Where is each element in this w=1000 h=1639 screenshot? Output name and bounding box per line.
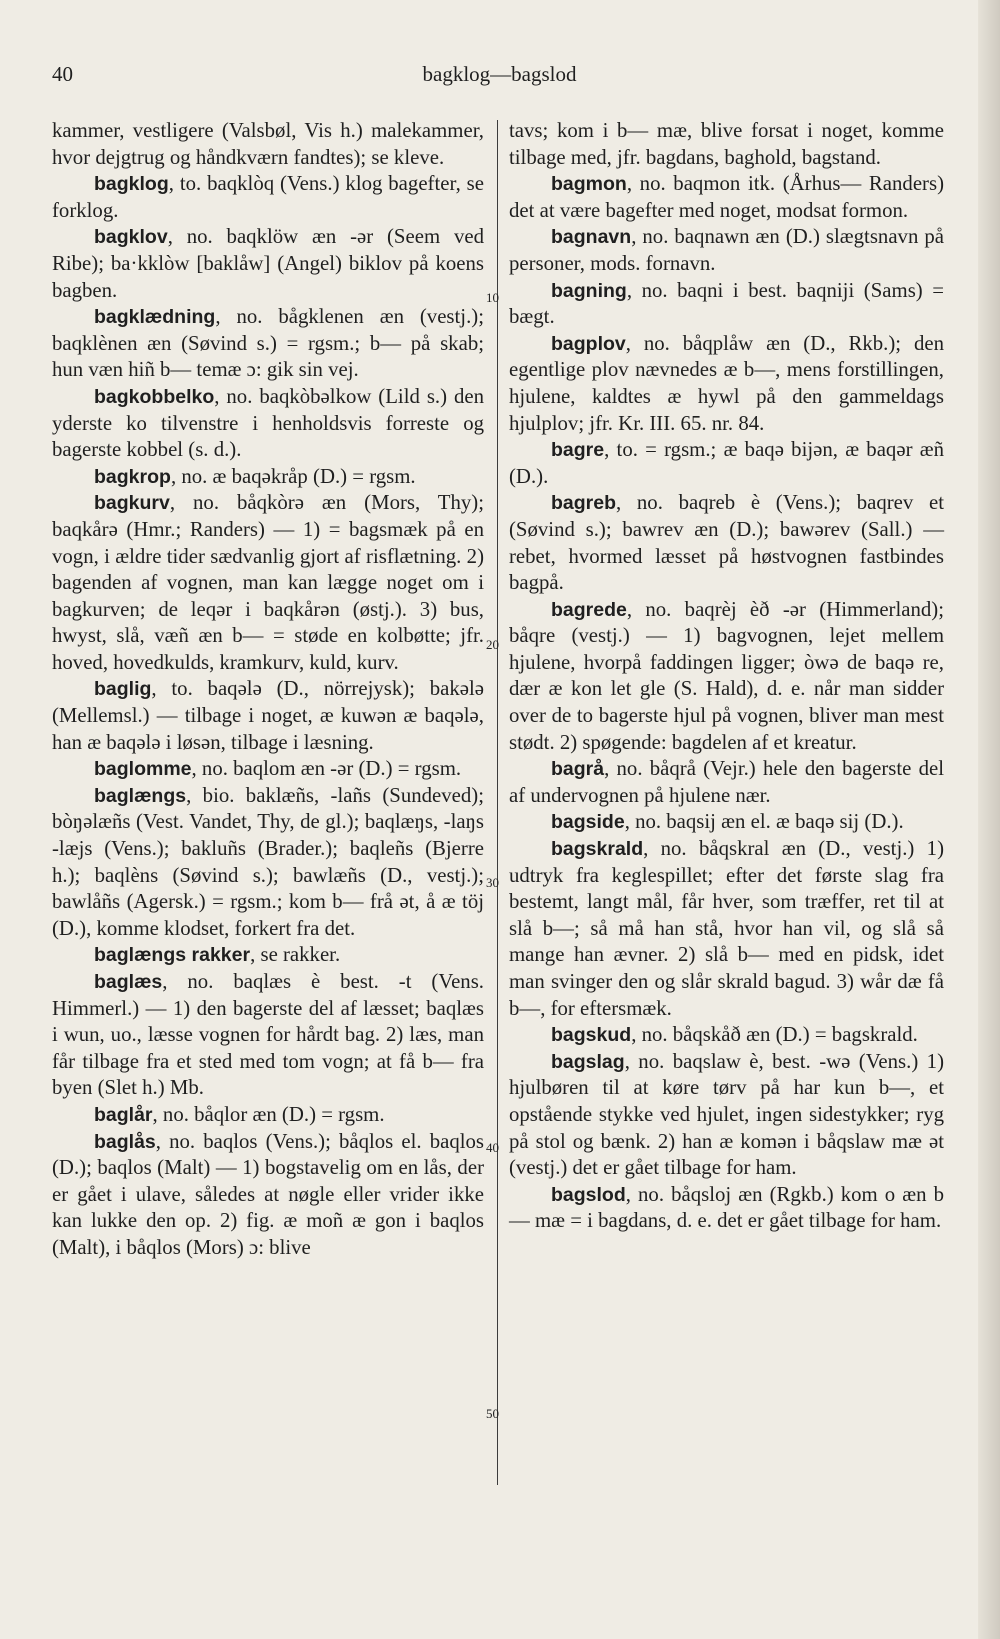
entry-headword: bagre — [551, 439, 605, 462]
entry-text: , no. baqni i best. baqniji (Sams) = bægt. — [509, 278, 944, 329]
entry-text: tavs; kom i b— mæ, blive forsat i noget, komme tilbage med, jfr. bagdans, baghold, bagstand. — [509, 119, 944, 169]
entry-headword: baglæs — [94, 971, 163, 993]
dictionary-entry — [509, 1049, 944, 1182]
dictionary-entry — [509, 1022, 944, 1049]
entry-text: , no. båqplåw æn (D., Rkb.); den egentlige plov nævnedes æ b—, mens forstillingen, hjulene, kaldtes æ hywl på den gammeldags hjulplov; jfr. Kr. III. 65. nr. 84. — [509, 331, 944, 435]
entry-headword: bagskud — [551, 1024, 632, 1047]
dictionary-entry — [52, 490, 484, 676]
dictionary-entry — [52, 942, 484, 969]
entry-headword: bagkrop — [94, 465, 171, 488]
entry-headword: baglængs rakker — [94, 944, 251, 967]
entry-text: , no. båqskåð æn (D.) = bagskrald. — [631, 1023, 918, 1047]
entry-text: , no. baqlom æn -ər (D.) = rgsm. — [191, 757, 462, 781]
entry-text: , no. baqlæs è best. -t (Vens. Himmerl.) — 1) den bagerste del af læsset; baqlæs i wun, uo., læsse vognen for hårdt bag. 2) læs, man får tilbage fra et sted med tom vogn; at få b— fra byen (Slet h.) Mb. — [52, 970, 484, 1100]
dictionary-entry — [509, 224, 944, 277]
dictionary-entry — [509, 1182, 944, 1235]
page-edge — [978, 0, 1000, 1639]
entry-text: , no. baqreb è (Vens.); baqrev et (Søvind s.); bawrev æn (D.); bawərev (Sall.) — rebet, hvormed læsset på høstvognen fastbindes bagpå. — [509, 491, 944, 595]
entry-text: , no. båqrå (Vejr.) hele den bagerste del af undervognen på hjulene nær. — [509, 757, 944, 807]
dictionary-entry — [52, 783, 484, 943]
dictionary-entry — [52, 1129, 484, 1262]
entry-text: , no. baqrèj èð -ər (Himmerland); båqre (vestj.) — 1) bagvognen, lejet mellem hjulene, hvorpå faddingen ligger; òwə de baqə re, dær æ kon let gle (S. Hald), d. e. når man sidder over de to bagerste hjul på vognen, bliver man mest stødt. 2) spøgende: bagdelen af et kreatur. — [509, 597, 944, 754]
entry-headword: baglig — [94, 678, 152, 701]
line-number: 40 — [486, 1140, 499, 1155]
entry-headword: bagklædning — [94, 306, 216, 329]
entry-text: , no. baqsij æn el. æ baqə sij (D.). — [624, 810, 904, 834]
entry-text: , to. = rgsm.; æ baqə bijən, æ baqər æñ (D.). — [509, 438, 944, 488]
line-number: 30 — [486, 875, 499, 890]
right-column — [509, 118, 944, 1235]
entry-headword: bagklov — [94, 226, 168, 249]
entry-text: , bio. baklæñs, -lañs (Sundeved); bòŋəlæñs (Vest. Vandet, Thy, de gl.); baqlæŋs, -laŋs -læjs (Vens.); bakluñs (Brader.); baqleñs (Bjerre h.); baqlèns (Søvind s.); bawlæñs (D., vestj.); bawlåñs (Agersk.) = rgsm.; kom b— frå ət, å æ töj (D.), komme klodset, forkert fra det. — [52, 783, 484, 940]
entry-headword: bagkobbelko — [94, 385, 215, 408]
entry-headword: baglår — [94, 1103, 153, 1126]
page-number: 40 — [52, 62, 73, 86]
entry-text: , no. båqsloj æn (Rgkb.) kom o æn b— mæ = i bagdans, d. e. det er gået tilbage for ham. — [509, 1182, 944, 1233]
dictionary-entry — [52, 118, 484, 171]
entry-headword: baglås — [94, 1130, 156, 1153]
dictionary-entry — [509, 756, 944, 809]
dictionary-entry — [509, 597, 944, 757]
entry-text: , no. baqlos (Vens.); båqlos el. baqlos (D.); baqlos (Malt) — 1) bogstavelig om en lås, der er gået i ulave, således at nøgle eller vrider ikke kan lukke den op. 2) fig. æ moñ æ gon i baqlos (Malt), i båqlos (Mors) ɔ: blive — [52, 1129, 484, 1259]
running-title: bagklog—bagslod — [422, 62, 577, 86]
entry-headword: bagskrald — [551, 838, 644, 861]
column-divider — [497, 120, 498, 1485]
dictionary-entry — [52, 384, 484, 464]
dictionary-entry — [52, 171, 484, 224]
dictionary-entry — [52, 756, 484, 783]
entry-text: , no. baqnawn æn (D.) slægtsnavn på personer, mods. fornavn. — [509, 225, 944, 275]
dictionary-entry — [509, 171, 944, 224]
dictionary-entry — [52, 464, 484, 491]
line-number: 10 — [486, 290, 499, 305]
entry-text: kammer, vestligere (Valsbøl, Vis h.) malekammer, hvor dejgtrug og håndkværn fandtes); se kleve. — [52, 119, 484, 169]
dictionary-entry — [52, 304, 484, 384]
entry-text: , no. båqskral æn (D., vestj.) 1) udtryk fra keglespillet; efter det første slag fra bestemt, langt mål, får hver, som træffer, ret til at slå b—; så må han stå, hvor han vil, og slå så mange han ævner. 2) slå b— med en pidsk, idet man svinger den og slår skrald bagud. 3) wår dæ få b—, for eftersmæk. — [509, 837, 944, 1020]
dictionary-entry — [509, 278, 944, 331]
entry-text: , no. baqkòbəlkow (Lild s.) den yderste ko tilvenstre i henholdsvis forreste og bagerste kobbel (s. d.). — [52, 384, 484, 462]
entry-text: , to. baqklòq (Vens.) klog bagefter, se forklog. — [52, 172, 484, 222]
entry-headword: bagslag — [551, 1050, 625, 1073]
entry-text: , no. æ baqəkråp (D.) = rgsm. — [170, 464, 416, 488]
entry-text: , se rakker. — [250, 943, 341, 967]
entry-text: , no. båqkòrə æn (Mors, Thy); baqkårə (Hmr.; Randers) — 1) = bagsmæk på en vogn, i ældre tider sædvanlig gjort af risflætning. 2) bagenden af vognen, man kan lægge noget om i bagkurven; de leqər i baqkårən (østj.). 3) bus, hwyst, slå, væñ æn b— = støde en kolbøtte; jfr. hoved, hovedkulds, kramkurv, kuld, kurv. — [52, 491, 484, 674]
dictionary-entry — [509, 809, 944, 836]
entry-text: , no. baqslaw è, best. -wə (Vens.) 1) hjulbøren til at køre tørv på har kun b—, et opstående stykke ved hjulet, ingen sidestykker; ryg på stol og bænk. 2) han æ komən i båqslaw mæ ət (vestj.) det er gået tilbage for ham. — [509, 1049, 944, 1180]
dictionary-entry — [509, 437, 944, 490]
entry-headword: bagrede — [551, 598, 627, 621]
entry-headword: bagning — [551, 279, 627, 302]
entry-text: , to. baqələ (D., nörrejysk); bakələ (Mellemsl.) — tilbage i noget, æ kuwən æ baqələ, han æ baqələ i løsən, tilbage i læsning. — [52, 677, 484, 754]
left-column — [52, 118, 484, 1262]
line-number: 20 — [486, 637, 499, 652]
entry-headword: bagmon — [551, 173, 627, 196]
entry-headword: bagreb — [551, 492, 617, 515]
entry-headword: bagklog — [94, 173, 169, 196]
dictionary-entry — [52, 969, 484, 1102]
dictionary-entry — [509, 118, 944, 171]
dictionary-entry — [509, 331, 944, 437]
entry-headword: bagrå — [551, 758, 605, 781]
entry-headword: bagslod — [551, 1183, 626, 1206]
line-number: 50 — [486, 1406, 499, 1421]
dictionary-entry — [52, 224, 484, 304]
dictionary-entry — [52, 1102, 484, 1129]
entry-headword: bagkurv — [94, 492, 170, 515]
entry-headword: bagplov — [551, 332, 626, 355]
entry-text: , no. bågklenen æn (vestj.); baqklènen æn (Søvind s.) = rgsm.; b— på skab; hun væn hiñ b— temæ ɔ: gik sin vej. — [52, 305, 484, 382]
entry-headword: bagnavn — [551, 226, 632, 249]
entry-headword: baglomme — [94, 758, 192, 781]
dictionary-entry — [509, 836, 944, 1022]
entry-headword: baglængs — [94, 784, 187, 807]
page-header — [52, 62, 947, 92]
entry-text: , no. baqklöw æn -ər (Seem ved Ribe); ba·kklòw [baklåw] (Angel) biklov på koens bagben. — [52, 225, 484, 302]
entry-headword: bagside — [551, 811, 625, 834]
entry-text: , no. baqmon itk. (Århus— Randers) det at være bagefter med noget, modsat formon. — [509, 172, 944, 222]
dictionary-entry — [52, 676, 484, 756]
dictionary-entry — [509, 490, 944, 596]
entry-text: , no. båqlor æn (D.) = rgsm. — [152, 1102, 385, 1126]
